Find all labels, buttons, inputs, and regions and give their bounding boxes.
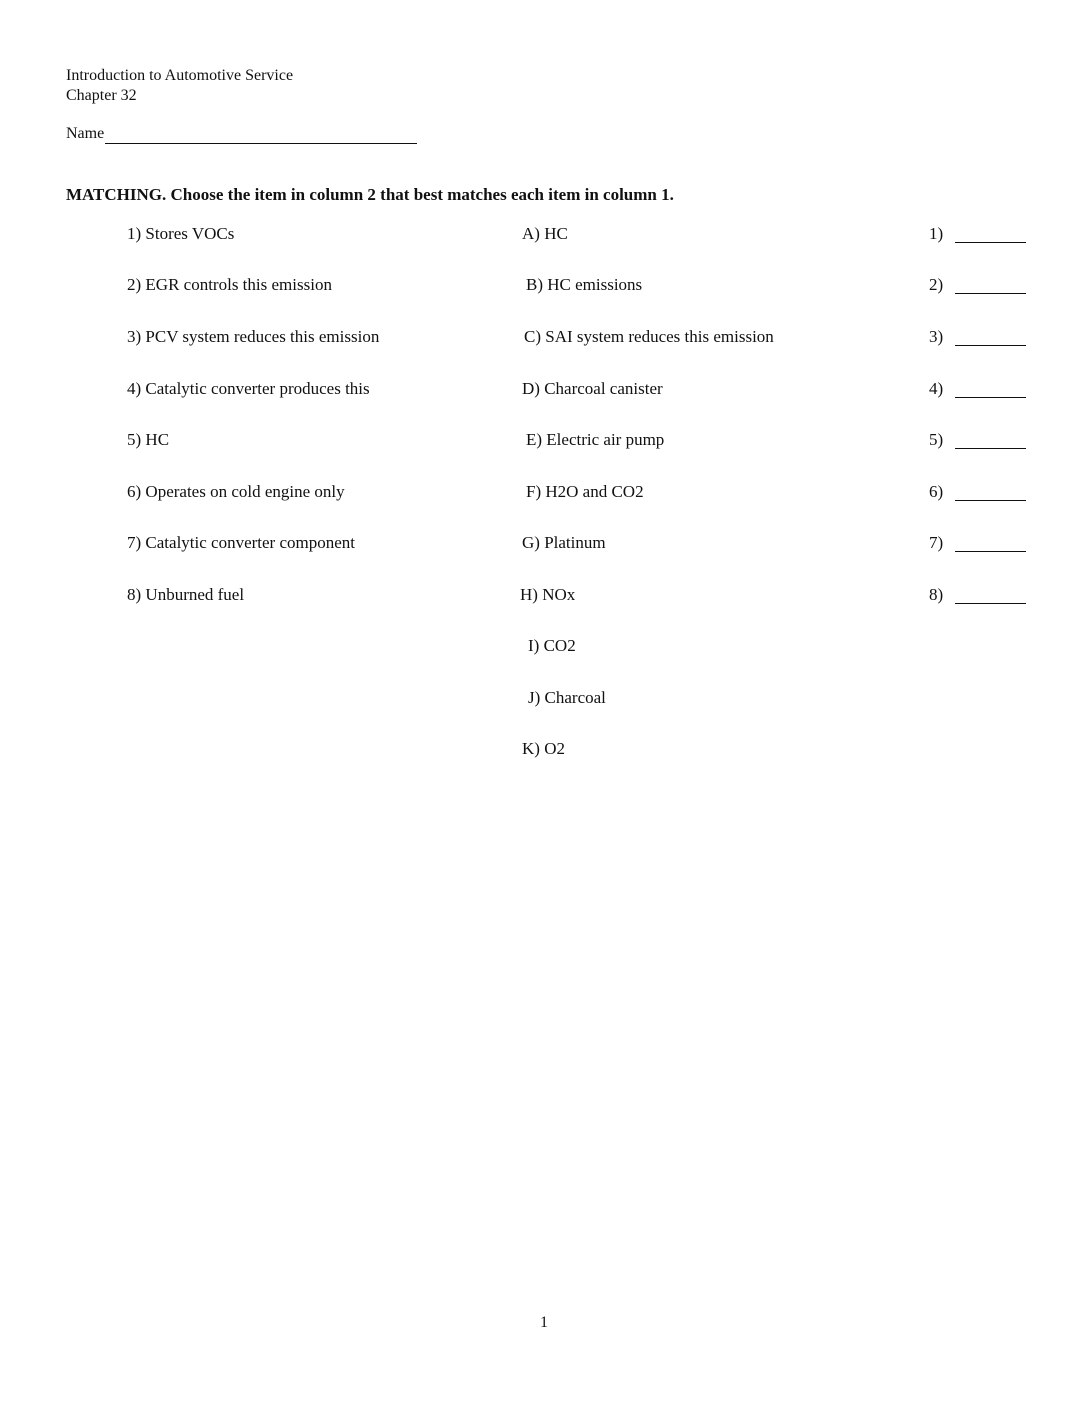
document-header <box>66 66 293 106</box>
answer-blank-line[interactable] <box>955 397 1026 398</box>
answer-blank-line[interactable] <box>955 448 1026 449</box>
answer-blank-line[interactable] <box>955 345 1026 346</box>
matching-row <box>0 325 1088 349</box>
name-blank-line[interactable] <box>105 125 417 144</box>
chapter-title: Chapter 32 <box>66 87 137 104</box>
question-item: 1) Stores VOCs <box>127 224 235 243</box>
name-label: Name <box>66 125 105 142</box>
answer-blank-line[interactable] <box>955 500 1026 501</box>
option-item: G) Platinum <box>522 533 606 552</box>
answer-number: 8) <box>929 585 944 604</box>
option-row <box>0 737 1088 761</box>
answer-blank-line[interactable] <box>955 242 1026 243</box>
question-item: 4) Catalytic converter produces this <box>127 379 370 398</box>
answer-blank-line[interactable] <box>955 293 1026 294</box>
answer-number: 6) <box>929 482 944 501</box>
answer-number: 5) <box>929 430 944 449</box>
option-item: F) H2O and CO2 <box>526 482 644 501</box>
option-row <box>0 686 1088 710</box>
option-item: I) CO2 <box>528 636 576 655</box>
matching-row <box>0 222 1088 246</box>
matching-row <box>0 583 1088 607</box>
option-item: B) HC emissions <box>526 275 643 294</box>
question-item: 7) Catalytic converter component <box>127 533 355 552</box>
option-item: A) HC <box>522 224 568 243</box>
option-row <box>0 634 1088 658</box>
option-item: C) SAI system reduces this emission <box>524 327 774 346</box>
course-title: Introduction to Automotive Service <box>66 67 294 84</box>
question-item: 5) HC <box>127 430 170 449</box>
answer-blank-line[interactable] <box>955 603 1026 604</box>
answer-number: 7) <box>929 533 944 552</box>
page-number: 1 <box>540 1314 548 1331</box>
answer-number: 2) <box>929 275 944 294</box>
matching-row <box>0 273 1088 297</box>
answer-number: 3) <box>929 327 944 346</box>
question-item: 3) PCV system reduces this emission <box>127 327 380 346</box>
option-item: J) Charcoal <box>528 688 606 707</box>
option-item: H) NOx <box>520 585 576 604</box>
answer-blank-line[interactable] <box>955 551 1026 552</box>
option-item: K) O2 <box>522 739 565 758</box>
option-item: D) Charcoal canister <box>522 379 663 398</box>
question-item: 8) Unburned fuel <box>127 585 245 604</box>
answer-number: 1) <box>929 224 944 243</box>
name-field-row <box>66 124 417 144</box>
matching-row <box>0 531 1088 555</box>
matching-row <box>0 428 1088 452</box>
question-item: 6) Operates on cold engine only <box>127 482 345 501</box>
question-item: 2) EGR controls this emission <box>127 275 332 294</box>
answer-number: 4) <box>929 379 944 398</box>
option-item: E) Electric air pump <box>526 430 665 449</box>
matching-row <box>0 480 1088 504</box>
matching-instructions: MATCHING. Choose the item in column 2 that best matches each item in column 1. <box>66 185 674 204</box>
matching-row <box>0 377 1088 401</box>
